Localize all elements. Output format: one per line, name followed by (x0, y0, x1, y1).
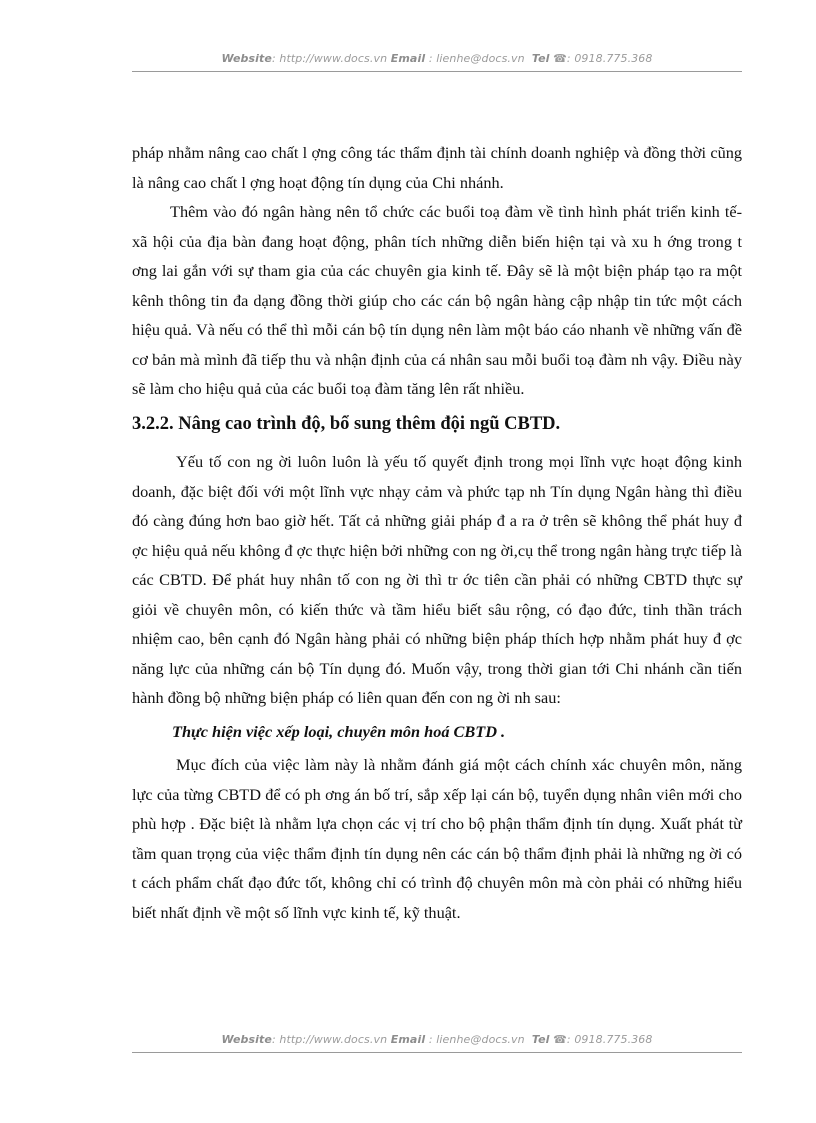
footer-email-label: Email (390, 1033, 426, 1046)
footer-email-value[interactable]: : lienhe@docs.vn (428, 1033, 525, 1046)
website-url[interactable]: : http://www.docs.vn (271, 52, 388, 65)
tel-label: Tel (531, 52, 550, 65)
footer-divider (132, 1052, 742, 1053)
document-body (132, 138, 742, 927)
email-value[interactable]: : lienhe@docs.vn (428, 52, 525, 65)
footer-website-label: Website (221, 1033, 272, 1046)
footer-website-url[interactable]: : http://www.docs.vn (271, 1033, 388, 1046)
page-header (132, 52, 742, 65)
email-label: Email (390, 52, 426, 65)
page-footer (132, 1033, 742, 1046)
paragraph-continuation: pháp nhằm nâng cao chất l ợng công tác thẩm định tài chính doanh nghiệp và đồng thời cũng là nâng cao chất l ợng hoạt động tín dụng của Chi nhánh. (132, 143, 742, 192)
paragraph-human-factor: Yếu tố con ng ời luôn luôn là yếu tố quyết định trong mọi lĩnh vực hoạt động kinh doanh, đặc biệt đối với một lĩnh vực nhạy cảm và phức tạp nh Tín dụng Ngân hàng thì điều đó càng đúng hơn bao giờ hết. Tất cả những giải pháp đ a ra ở trên sẽ không thể phát huy đ ợc hiệu quả nếu không đ ợc thực hiện bởi những con ng ời,cụ thể trong ngân hàng trực tiếp là các CBTD. Để phát huy nhân tố con ng ời thì tr ớc tiên cần phải có những CBTD thực sự giỏi về chuyên môn, có kiến thức và tầm hiểu biết sâu rộng, có đạo đức, tinh thần trách nhiệm cao, bên cạnh đó Ngân hàng phải có những biện pháp thích hợp nhằm phát huy đ ợc năng lực của những cán bộ Tín dụng đó. Muốn vậy, trong thời gian tới Chi nhánh cần tiến hành đồng bộ những biện pháp có liên quan đến con ng ời nh sau: (132, 452, 742, 707)
paragraph-seminars: Thêm vào đó ngân hàng nên tổ chức các buổi toạ đàm về tình hình phát triển kinh tế- xã hội của địa bàn đang hoạt động, phân tích những diễn biến hiện tại và xu h ớng trong t ơng lai gắn với sự tham gia của các chuyên gia kinh tế. Đây sẽ là một biện pháp tạo ra một kênh thông tin đa dạng đồng thời giúp cho các cán bộ ngân hàng cập nhập tin tức một cách hiệu quả. Và nếu có thể thì mỗi cán bộ tín dụng nên làm một báo cáo nhanh về những vấn đề cơ bản mà mình đã tiếp thu và nhận định của cá nhân sau mỗi buổi toạ đàm nh vậy. Điều này sẽ làm cho hiệu quả của các buổi toạ đàm tăng lên rất nhiều. (132, 202, 742, 398)
section-heading: 3.2.2. Nâng cao trình độ, bổ sung thêm đội ngũ CBTD. (132, 413, 561, 434)
header-divider (132, 71, 742, 72)
footer-tel-label: Tel (531, 1033, 550, 1046)
paragraph-purpose: Mục đích của việc làm này là nhằm đánh giá một cách chính xác chuyên môn, năng lực của từng CBTD để có ph ơng án bố trí, sắp xếp lại cán bộ, tuyển dụng nhân viên mới cho phù hợp . Đặc biệt là nhằm lựa chọn các vị trí cho bộ phận thẩm định tín dụng. Xuất phát từ tầm quan trọng của việc thẩm định tín dụng nên các cán bộ thẩm định phải là những ng ời có t cách phẩm chất đạo đức tốt, không chỉ có trình độ chuyên môn mà còn phải có những hiểu biết nhất định về một số lĩnh vực kinh tế, kỹ thuật. (132, 755, 742, 922)
website-label: Website (221, 52, 272, 65)
footer-tel-value: ☎: 0918.775.368 (553, 1033, 653, 1046)
subsection-heading: Thực hiện việc xếp loại, chuyên môn hoá CBTD . (172, 721, 506, 741)
tel-value: ☎: 0918.775.368 (553, 52, 653, 65)
